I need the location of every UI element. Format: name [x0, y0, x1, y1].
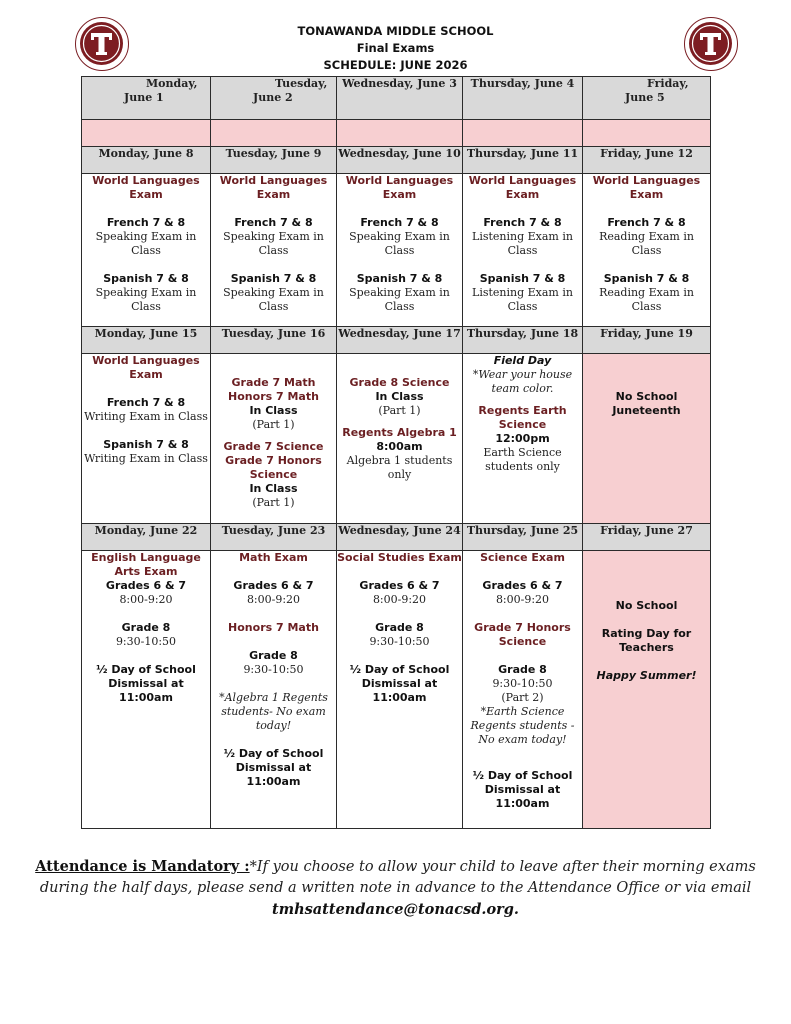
- day-header: Thursday, June 11: [463, 147, 583, 174]
- week4-body-row: [82, 551, 711, 829]
- doc-schedule-title: SCHEDULE: JUNE 2026: [323, 58, 468, 72]
- empty-cell: [463, 120, 583, 147]
- exam-cell: Grade 8 Science In Class (Part 1) Regents Algebra 1 8:00am Algebra 1 students only: [337, 354, 463, 524]
- day-header: Wednesday, June 17: [337, 327, 463, 354]
- exam-cell: World Languages Exam French 7 & 8 Speaking Exam in Class Spanish 7 & 8 Speaking Exam in Class: [211, 174, 337, 327]
- day-header: Friday, June 19: [583, 327, 711, 354]
- exam-cell: World Languages Exam French 7 & 8 Speaking Exam in Class Spanish 7 & 8 Speaking Exam in Class: [82, 174, 211, 327]
- school-logo-right: [684, 17, 738, 71]
- day-header: Wednesday, June 24: [337, 524, 463, 551]
- day-header: Tuesday, June 9: [211, 147, 337, 174]
- exam-cell: Field Day *Wear your house team color. Regents Earth Science 12:00pm Earth Science students only: [463, 354, 583, 524]
- exam-cell: World Languages Exam French 7 & 8 Writing Exam in Class Spanish 7 & 8 Writing Exam in Class: [82, 354, 211, 524]
- exam-cell: English Language Arts Exam Grades 6 & 7 8:00-9:20 Grade 8 9:30-10:50 ½ Day of School Dismissal at 11:00am: [82, 551, 211, 829]
- exam-cell: Grade 7 Math Honors 7 Math In Class (Part 1) Grade 7 Science Grade 7 Honors Science In Class (Part 1): [211, 354, 337, 524]
- week3-body-row: [82, 354, 711, 524]
- empty-cell: [337, 120, 463, 147]
- exam-cell: World Languages Exam French 7 & 8 Reading Exam in Class Spanish 7 & 8 Reading Exam in Class: [583, 174, 711, 327]
- attendance-note: [20, 856, 771, 921]
- attendance-email: tmhsattendance@tonacsd.org.: [272, 901, 519, 918]
- day-header: Tuesday, June 2: [211, 77, 337, 120]
- day-header: Friday, June 12: [583, 147, 711, 174]
- empty-cell: [583, 120, 711, 147]
- week2-body-row: [82, 174, 711, 327]
- week1-header-row: [82, 77, 711, 120]
- exam-cell: World Languages Exam French 7 & 8 Listening Exam in Class Spanish 7 & 8 Listening Exam in Class: [463, 174, 583, 327]
- school-logo-left: [75, 17, 129, 71]
- day-header: Monday, June 15: [82, 327, 211, 354]
- day-header: Monday, June 1: [82, 77, 211, 120]
- day-header: Tuesday, June 16: [211, 327, 337, 354]
- exam-cell: Math Exam Grades 6 & 7 8:00-9:20 Honors 7 Math Grade 8 9:30-10:50 *Algebra 1 Regents students- No exam today! ½ Day of School Dismissal at 11:00am: [211, 551, 337, 829]
- day-header: Wednesday, June 10: [337, 147, 463, 174]
- day-header: Friday, June 27: [583, 524, 711, 551]
- logo-t-icon: [80, 22, 123, 65]
- day-header: Wednesday, June 3: [337, 77, 463, 120]
- holiday-cell: No School Juneteenth: [583, 354, 711, 524]
- day-header: Monday, June 8: [82, 147, 211, 174]
- attendance-heading: Attendance is Mandatory :: [35, 858, 250, 875]
- empty-cell: [211, 120, 337, 147]
- school-name: TONAWANDA MIDDLE SCHOOL: [297, 24, 494, 38]
- doc-subtitle: Final Exams: [356, 41, 435, 55]
- week3-header-row: [82, 327, 711, 354]
- holiday-cell: No School Rating Day for Teachers Happy Summer!: [583, 551, 711, 829]
- day-header: Monday, June 22: [82, 524, 211, 551]
- week4-header-row: [82, 524, 711, 551]
- attendance-text: *If you choose to allow your child to leave after their morning exams during the half days, please send a written note in advance to the Attendance Office or via email: [39, 859, 756, 896]
- day-header: Friday, June 5: [583, 77, 711, 120]
- exam-schedule-table: [81, 76, 711, 829]
- empty-cell: [82, 120, 211, 147]
- week2-header-row: [82, 147, 711, 174]
- exam-cell: World Languages Exam French 7 & 8 Speaking Exam in Class Spanish 7 & 8 Speaking Exam in Class: [337, 174, 463, 327]
- day-header: Thursday, June 25: [463, 524, 583, 551]
- week1-body-row: [82, 120, 711, 147]
- exam-cell: Social Studies Exam Grades 6 & 7 8:00-9:20 Grade 8 9:30-10:50 ½ Day of School Dismissal at 11:00am: [337, 551, 463, 829]
- exam-cell: Science Exam Grades 6 & 7 8:00-9:20 Grade 7 Honors Science Grade 8 9:30-10:50 (Part 2) *Earth Science Regents students -No exam today! ½ Day of School Dismissal at 11:00am: [463, 551, 583, 829]
- day-header: Tuesday, June 23: [211, 524, 337, 551]
- day-header: Thursday, June 18: [463, 327, 583, 354]
- logo-t-icon: [689, 22, 732, 65]
- day-header: Thursday, June 4: [463, 77, 583, 120]
